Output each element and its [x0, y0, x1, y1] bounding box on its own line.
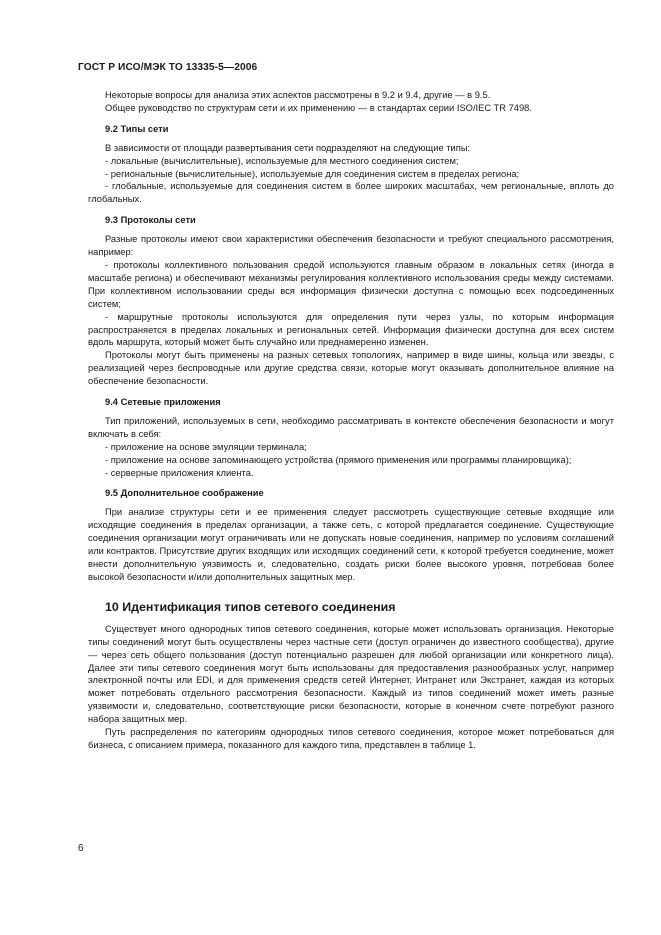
- paragraph: Путь распределения по категориям однородных типов сетевого соединения, которое может потребоваться для бизнеса, с описанием примера, показанного для каждого типа, представлен в таблице 1.: [88, 727, 614, 750]
- intro-paragraph: Некоторые вопросы для анализа этих аспектов рассмотрены в 9.2 и 9.4, другие — в 9.5.: [105, 90, 491, 100]
- list-item: - приложение на основе эмуляции терминала;: [105, 441, 307, 452]
- section-heading-9-2: 9.2 Типы сети: [105, 123, 169, 134]
- section-heading-9-3: 9.3 Протоколы сети: [105, 215, 196, 226]
- section-heading-10: 10 Идентификация типов сетевого соединения: [105, 599, 396, 614]
- list-item: - приложение на основе запоминающего устройства (прямого применения или программы планировщика);: [105, 454, 572, 465]
- page-number: 6: [78, 843, 84, 854]
- paragraph: Разные протоколы имеют свои характеристики обеспечения безопасности и требуют специального рассмотрения, например:: [88, 234, 614, 258]
- paragraph: Тип приложений, используемых в сети, необходимо рассматривать в контексте обеспечения безопасности и могут включать в себя:: [88, 415, 614, 439]
- document-body: [88, 89, 614, 752]
- intro-paragraph: Общее руководство по структурам сети и их применению — в стандартах серии ISO/IEC TR 7498.: [105, 102, 532, 113]
- paragraph: В зависимости от площади развертывания сети подразделяют на следующие типы:: [105, 142, 471, 153]
- paragraph: Протоколы могут быть применены на разных сетевых топологиях, например в виде шины, кольца или звезды, с реализацией через беспроводные или другие средства связи, которые могут оказывать дополнительное влияние на обеспечение безопасности.: [88, 350, 614, 387]
- list-item: - локальные (вычислительные), используемые для местного соединения систем;: [105, 155, 459, 166]
- list-item: - протоколы коллективного пользования средой используются главным образом в локальных сетях (иногда в масштабе региона) и обеспечивают механизмы регулирования коллективного использования среды между системами. При коллективном использовании среды вся информация физически доступна с помощью всех подсоединенных систем;: [88, 259, 614, 309]
- section-heading-9-5: 9.5 Дополнительное соображение: [105, 488, 264, 499]
- list-item: - региональные (вычислительные), используемые для соединения систем в пределах региона;: [105, 168, 520, 179]
- paragraph: При анализе структуры сети и ее применения следует рассмотреть существующие сетевые входящие или исходящие соединения в пределах организации, а также сеть, с которой предлагается соединение. Существующие соединения организации могут ограничивать или не допускать новые соединения, например по условиям соглашений или контрактов. Присутствие других входящих или исходящих соединений сети, к которой требуется соединение, может внести дополнительную уязвимость и, следовательно, создать риски более высокого уровня, потребовав более высокой безопасности и/или дополнительных защитных мер.: [88, 507, 614, 582]
- list-item: - глобальные, используемые для соединения систем в более широких масштабах, чем региональные, вплоть до глобальных.: [88, 181, 614, 205]
- section-heading-9-4: 9.4 Сетевые приложения: [105, 397, 221, 408]
- list-item: - маршрутные протоколы используются для определения пути через узлы, по которым информация распространяется в пределах локальных и региональных сетей. Информация физически доступна для всех систем вдоль маршрута, который может быть случайно или преднамеренно изменен.: [88, 311, 614, 348]
- paragraph: Существует много однородных типов сетевого соединения, которые может использовать организация. Некоторые типы соединений могут быть осуществлены через частные сети (доступ ограничен до известного сообщества), другие — через сеть общего пользования (доступ потенциально разрешен для любой организации или конкретного лица). Далее эти типы сетевого соединения могут быть использованы для предоставления разнообразных услуг, например электронной почты или EDI, и для применения средств сетей Интернет, Интранет или Экстранет, каждая из которых может потребовать отдельного рассмотрения безопасности. Каждый из типов соединений может иметь разные уязвимости и, следовательно, соответствующие риски безопасности, которые в конечном счете потребуют разного набора защитных мер.: [88, 623, 614, 725]
- list-item: - серверные приложения клиента.: [105, 467, 254, 478]
- standard-header: ГОСТ Р ИСО/МЭК ТО 13335-5—2006: [78, 62, 258, 73]
